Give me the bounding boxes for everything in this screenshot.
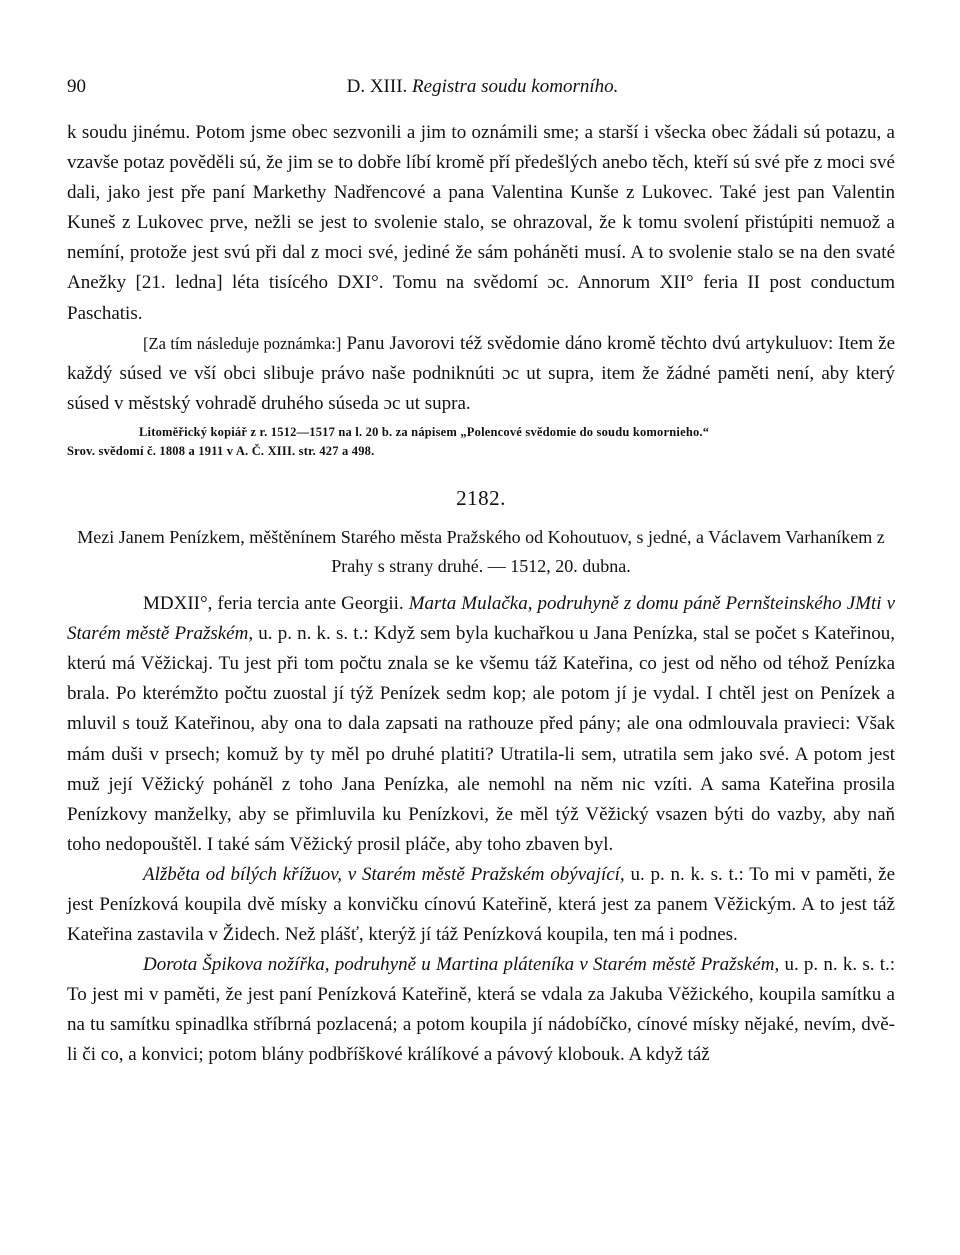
- testimony-text: u. p. n. k. s. t.: To jest mi v paměti, že jest paní Penízková Kateřině, která se vdala za Jakuba Věžického, koupila samítku a na tu samítku spinadlka stříbrná pozlacená; a potom koupila jí nádobíčko, cínové mísky nějaké, nevím, dvě-li či co, a konvici; potom blány podbříškové králíkové a pávový klobouk. A když táž: [67, 954, 896, 1066]
- document-number: 2182.: [456, 485, 506, 510]
- witness-name: Dorota Špikova nožířka, podruhyně u Martina pláteníka v Starém městě Pražském,: [143, 954, 780, 976]
- running-head: [67, 76, 898, 98]
- running-head-abbr: D. XIII.: [346, 76, 408, 97]
- testimony-paragraph: [67, 860, 895, 950]
- testimony-paragraph: [67, 950, 895, 1070]
- continuation-paragraph: k soudu jinému. Potom jsme obec sezvonili a jim to oznámili sme; a starší i všecka obec žádali sú potazu, a vzavše potaz pověděli sú, že jim se to dobře líbí kromě pří předešlých anebo těch, kteří sú své pře z moci své dali, jako jest pře paní Markethy Nadřencové a pana Valentina Kunše z Lukovec. Také jest pan Valentin Kuneš z Lukovec prve, nežli se jest to svolenie stalo, se ohrazoval, že k tomu svolení přistúpiti nemuož a nemíní, protože jest svú při dal z moci své, jediné že sám poháněti musí. A to svolenie stalo se na den svaté Anežky [21. ledna] léta tisícého DXI°. Tomu na svědomí ɔc. Annorum XII° feria II post conductum Paschatis.: [67, 122, 895, 324]
- note-intro: [Za tím následuje poznámka:]: [143, 333, 342, 353]
- running-head-title: Registra soudu komorního.: [412, 76, 619, 97]
- source-note-line-1: Litoměřický kopiář z r. 1512—1517 na l. 20 b. za nápisem „Polencové svědomie do soudu komornieho.“: [139, 424, 710, 439]
- testimony-text: u. p. n. k. s. t.: To mi v paměti, že jest Penízková koupila dvě mísky a konvičku cínovú Kateřině, která jest za panem Věžickým. A to jest táž Kateřina zastavila v Židech. Než plášť, kterýž jí táž Penízková koupila, ten má i podnes.: [67, 863, 895, 946]
- page-header: [67, 76, 898, 106]
- page-number: 90: [67, 76, 86, 97]
- testimony-text: u. p. n. k. s. t.: Když sem byla kuchařkou u Jana Penízka, stal se počet s Kateřinou, kterú má Věžickaj. Tu jest při tom počtu znala se ke všemu táž Kateřina, co jest od něho od téhož Penízka brala. Po kterémžto počtu zuostal jí týž Penízek sedm kop; ale potom jí je vydal. I chtěl jest on Penízek a mluvil s touž Kateřinou, aby ona to dala zapsati na rathouze před pány; ale ona odmlouvala pravieci: Však mám duši v prsech; komuž by ty měl po druhé platiti? Utratila-li sem, utratila sem jako své. A potom jest muž její Věžický poháněl z toho Jana Penízka, ale nemohl na něm nic vzíti. A sama Kateřina prosila Penízkovy manželky, aby se přimluvila ku Penízkovi, že měl týž Věžický vsazen býti do vazby, aby naň toho nedopouštěl. I také sám Věžický prosil pláče, aby toho zbaven byl.: [67, 623, 896, 855]
- note-text: Panu Javorovi též svědomie dáno kromě těchto dvú artykuluov: Item že každý súsed ve vší obci slibuje právo naše podniknúti ɔc ut supra, item že žádné paměti není, aby který súsed v městský vohradě druhého súseda ɔc ut supra.: [67, 332, 896, 414]
- witness-name: Marta Mulačka, podruhyně z domu páně Pernšteinského JMti v Starém městě Pražském,: [67, 593, 895, 645]
- source-note-line-2: Srov. svědomí č. 1808 a 1911 v A. Č. XIII. str. 427 a 498.: [67, 443, 375, 458]
- page-body: [67, 118, 895, 1071]
- source-note: [67, 423, 895, 461]
- note-paragraph: [67, 329, 895, 419]
- testimony-paragraph: [67, 589, 895, 860]
- witness-name: Alžběta od bílých křížuov, v Starém městě Pražském obývající,: [143, 863, 625, 885]
- document-summary: Mezi Janem Penízkem, měštěnínem Starého města Pražského od Kohoutuov, s jedné, a Václavem Varhaníkem z Prahy s strany druhé. — 1512, 20. dubna.: [77, 527, 885, 577]
- date-line: MDXII°, feria tercia ante Georgii.: [143, 593, 404, 615]
